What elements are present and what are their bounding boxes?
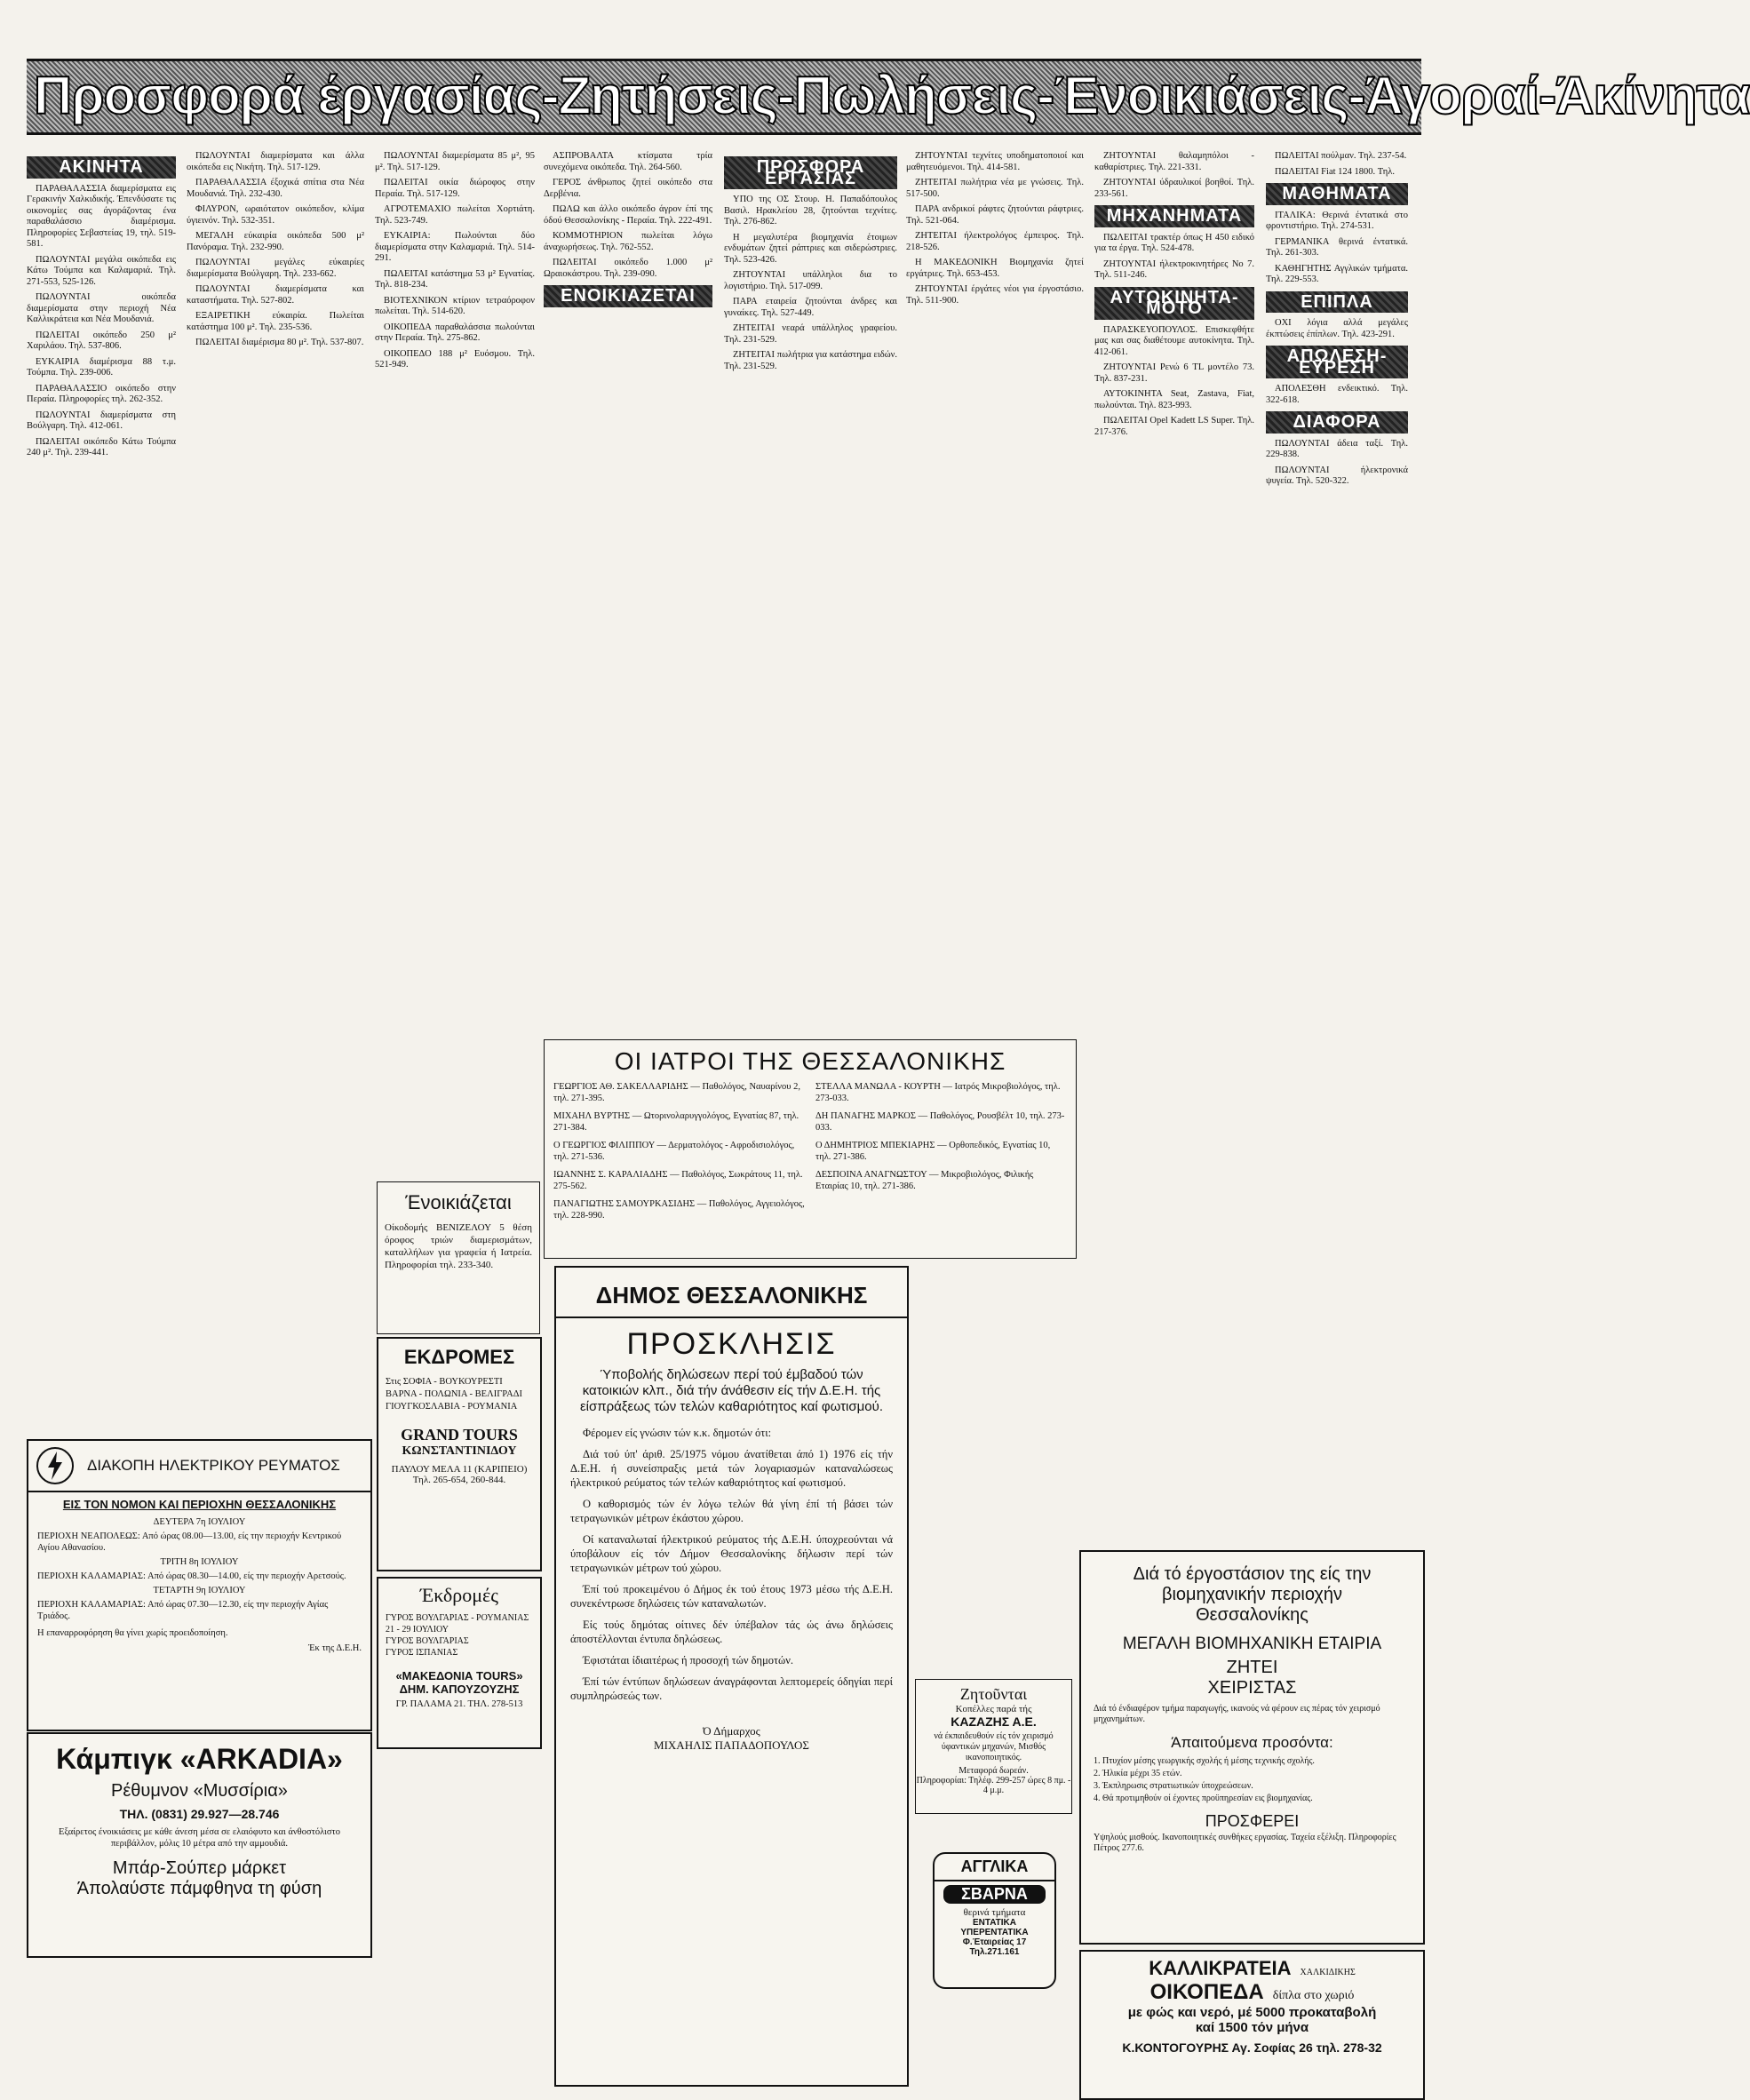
listing: ΠΩΛΕΙΤΑΙ Fiat 124 1800. Τηλ. [1275, 166, 1396, 177]
listing: ΠΩΛΟΥΝΤΑΙ διαμερίσματα και άλλα οικόπεδα εις Νικήτη. Τηλ. 517-129. [187, 151, 364, 172]
factory-line: βιομηχανικήν περιοχήν [1161, 1585, 1343, 1604]
excursion2-line: ΓΥΡΟΣ ΙΣΠΑΝΙΑΣ [386, 1648, 458, 1658]
doctor-entry: ΔΕΣΠΟΙΝΑ ΑΝΑΓΝΩΣΤΟΥ — Μικροβιολόγος, Φιλικής Εταιρίας 10, τηλ. 271-386. [815, 1170, 1034, 1191]
schedule-day: ΔΕΥΤΕΡΑ 7η ΙΟΥΛΙΟΥ [153, 1517, 246, 1527]
column-8-text-e [1266, 439, 1408, 488]
listing: ΑΠΟΛΕΣΘΗ ενδεικτικό. Τηλ. 322-618. [1266, 384, 1408, 405]
doctors-right [815, 1081, 1067, 1228]
excursion-line: Στις ΣΟΦΙΑ - ΒΟΥΚΟΥΡΕΣΤΙ [386, 1377, 503, 1387]
listing: ΖΗΤΕΙΤΑΙ πωλήτρια νέα με γνώσεις. Τηλ. 517-500. [906, 178, 1084, 199]
listing: Η μεγαλυτέρα βιομηχανία έτοιμων ενδυμάτων ζητεί ράπτριες και σιδερώστριες. Τηλ. 523-426. [724, 232, 897, 265]
excursions2-company-sub: ΔΗΜ. ΚΑΠΟΥΖΟΥΖΗΣ [399, 1682, 520, 1696]
kazazis-text: νά έκπαιδευθούν είς τόν χειρισμό ύφαντικών μηχανών, Μισθός ικανοποιητικός. [934, 1731, 1054, 1762]
excursion2-line: ΓΥΡΟΣ ΒΟΥΛΓΑΡΙΑΣ - ΡΟΥΜΑΝΙΑΣ 21 - 29 ΙΟΥΛΙΟΥ [386, 1613, 529, 1635]
excursions-tel: Τηλ. 265-654, 260-844. [412, 1475, 506, 1485]
section-header-apolesi: ΑΠΩΛΕΣΗ-ΕΥΡΕΣΗ [1266, 346, 1408, 378]
listing: ΠΑΡΑ εταιρεία ζητούνται άνδρες και γυναίκες. Τηλ. 527-449. [724, 297, 897, 318]
kazazis-info: Μεταφορά δωρεάν. [959, 1766, 1029, 1776]
column-7-text [1094, 151, 1254, 200]
excursions2-ad [377, 1577, 542, 1749]
section-header-aytokinita: ΑΥΤΟΚΙΝΗΤΑ-ΜΟΤΟ [1094, 287, 1254, 320]
section-header-epipla: ΕΠΙΠΛΑ [1266, 291, 1408, 314]
listing: ΕΥΚΑΙΡΙΑ: Πωλούνται δύο διαμερίσματα στην Καλαμαριά. Τηλ. 514-291. [375, 231, 535, 263]
municipality-paragraph: Έπί τού προκειμένου ό Δήμος έκ τού έτους 1973 μέσω τής Δ.Ε.Η. συνεκέντρωσε δηλώσεις τών καταναλωτών. [570, 1583, 893, 1610]
power-outage-notice [27, 1439, 372, 1731]
listing: ΠΩΛΕΙΤΑΙ κατάστημα 53 μ² Εγνατίας. Τηλ. 818-234. [375, 268, 535, 290]
kallikrateia-ad [1079, 1950, 1425, 2100]
english-school-name: ΣΒΑΡΝΑ [943, 1885, 1046, 1904]
doctor-entry: Ο ΓΕΩΡΓΙΟΣ ΦΙΛΙΠΠΟΥ — Δερματολόγος - Αφροδισιολόγος, τηλ. 271-536. [553, 1141, 795, 1162]
factory-requirement: 4. Θά προτιμηθούν οί έχοντες προϋπηρεσίαν εις βιομηχανίας. [1094, 1794, 1313, 1803]
column-3 [375, 151, 535, 1173]
lightning-icon [36, 1446, 75, 1485]
column-6-text [906, 151, 1084, 306]
listing: ΠΩΛΟΥΝΤΑΙ άδεια ταξί. Τηλ. 229-838. [1266, 438, 1408, 459]
section-header-mathimata: ΜΑΘΗΜΑΤΑ [1266, 183, 1408, 205]
doctors-left [553, 1081, 805, 1228]
listing: ΠΩΛΕΙΤΑΙ διαμέρισμα 80 μ². Τηλ. 537-807. [195, 338, 364, 347]
factory-requirements [1081, 1755, 1423, 1805]
listing: ΠΑΡΑΘΑΛΑΣΣΙΟ οικόπεδο στην Περαία. Πληροφορίες τηλ. 262-352. [27, 383, 176, 404]
listing: ΖΗΤΕΙΤΑΙ ήλεκτρολόγος έμπειρος. Τηλ. 218-526. [906, 231, 1084, 252]
factory-requirement: 3. Έκπληρωσις στρατιωτικών ύποχρεώσεων. [1094, 1781, 1253, 1791]
english-school-ad [933, 1852, 1056, 1989]
camping-subtitle: Ρέθυμνον «Μυσσίρια» [111, 1781, 288, 1801]
listing: ΚΟΜΜΟΤΗΡΙΟΝ πωλείται λόγω άναχωρήσεως. Τηλ. 762-552. [544, 231, 712, 252]
listing: ΠΩΛΟΥΝΤΑΙ οικόπεδα διαμερίσματα στην περιοχή Νέα Καλλικράτεια και Νέα Μουδανιά. [27, 292, 176, 324]
excursion-line: ΓΙΟΥΓΚΟΣΛΑΒΙΑ - ΡΟΥΜΑΝΙΑ [386, 1402, 518, 1412]
municipality-body [556, 1420, 907, 1715]
listing: ΖΗΤΟΥΝΤΑΙ Ρενώ 6 TL μοντέλο 73. Τηλ. 837-231. [1094, 362, 1254, 384]
english-school-line: θερινά τμήματα [963, 1907, 1026, 1918]
listing: ΠΩΛΟΥΝΤΑΙ μεγάλες εύκαιρίες διαμερίσματα Βούλγαρη. Τηλ. 233-662. [187, 258, 364, 279]
factory-requirement: 2. Ήλικία μέχρι 35 ετών. [1094, 1769, 1182, 1778]
schedule-item: ΠΕΡΙΟΧΗ ΚΑΛΑΜΑΡΙΑΣ: Από ώρας 08.30—14.00, είς την περιοχήν Αρετσούς. [37, 1571, 346, 1581]
english-school-line: ΕΝΤΑΤΙΚΑ [973, 1918, 1016, 1928]
kallikrateia-terms: με φώς και νερό, μέ 5000 προκαταβολή [1127, 2005, 1377, 2020]
section-header-enoikiazetai: ΕΝΟΙΚΙΑΖΕΤΑΙ [544, 285, 712, 307]
municipality-sign-name: ΜΙΧΑΗΛΙΣ ΠΑΠΑΔΟΠΟΥΛΟΣ [654, 1738, 809, 1752]
listing: ΖΗΤΟΥΝΤΑΙ ήλεκτροκινητήρες Νο 7. Τηλ. 511-246. [1094, 259, 1254, 280]
listing: ΥΠΟ της ΟΣ Στουρ. Η. Παπαδόπουλος Βασιλ. Ηρακλείου 28, ζητούνται τεχνίτες. Τηλ. 276-862. [724, 195, 897, 227]
listing: ΒΙΟΤΕΧΝΙΚΟΝ κτίριον τετραόροφον πωλείται. Τηλ. 514-620. [375, 295, 535, 316]
listing: ΓΕΡΟΣ άνθρωπος ζητεί οικόπεδο στα Δερβένια. [544, 178, 712, 199]
column-4-text [544, 151, 712, 280]
listing: ΠΑΡΑΣΚΕΥΟΠΟΥΛΟΣ. Επισκεφθήτε μας και σας διαθέτουμε αυτοκίνητα. Τηλ. 412-061. [1094, 324, 1254, 357]
listing: ΠΩΛΟΥΝΤΑΙ διαμερίσματα στη Βούλγαρη. Τηλ. 412-061. [27, 410, 176, 431]
listing: ΠΩΛΕΙΤΑΙ οικία διώροφος στην Περαία. Τηλ. 517-129. [375, 178, 535, 199]
factory-role: ΧΕΙΡΙΣΤΑΣ [1207, 1678, 1297, 1698]
listing: ΟΧΙ λόγια αλλά μεγάλες έκπτώσεις έπίπλων. Τηλ. 423-291. [1266, 318, 1408, 339]
listing: ΑΓΡΟΤΕΜΑΧΙΟ πωλείται Χορτιάτη. Τηλ. 523-749. [375, 204, 535, 226]
column-7-text-b [1094, 233, 1254, 282]
kallikrateia-title: ΚΑΛΛΙΚΡΑΤΕΙΑ [1149, 1957, 1292, 1979]
camping-footer-1: Μπάρ-Σούπερ μάρκετ [112, 1858, 287, 1878]
camping-ad [27, 1732, 372, 1958]
factory-job-ad [1079, 1550, 1425, 1945]
column-1 [27, 151, 176, 1421]
schedule-day: ΤΕΤΑΡΤΗ 9η ΙΟΥΛΙΟΥ [153, 1586, 246, 1595]
camping-tel: ΤΗΛ. (0831) 29.927—28.746 [119, 1807, 280, 1821]
kazazis-body: Κοπέλλες παρά τής [955, 1704, 1032, 1714]
column-2-text [187, 151, 364, 349]
listing: ΠΩΛΩ και άλλο οικόπεδο άγρον έπί της όδού Θεσσαλονίκης - Περαία. Τηλ. 222-491. [544, 204, 712, 226]
listing: ΠΩΛΟΥΝΤΑΙ διαμερίσματα και καταστήματα. Τηλ. 527-802. [187, 284, 364, 306]
column-8-text [1266, 151, 1408, 178]
excursions-address: ΠΑΥΛΟΥ ΜΕΛΑ 11 (ΚΑΡΙΠΕΙΟ) [391, 1464, 528, 1475]
excursions2-address: ΓΡ. ΠΑΛΑΜΑ 21. ΤΗΛ. 278-513 [395, 1699, 523, 1709]
listing: ΠΑΡΑ ανδρικοί ράφτες ζητούνται ράφτριες. Τηλ. 521-064. [906, 204, 1084, 226]
classifieds-banner [27, 59, 1750, 135]
power-outage-schedule [28, 1516, 370, 1654]
doctor-entry: Ο ΔΗΜΗΤΡΙΟΣ ΜΠΕΚΙΑΡΗΣ — Ορθοπεδικός, Εγνατίας 10, τηλ. 271-386. [815, 1141, 1051, 1162]
factory-offers-title: ΠΡΟΣΦΕΡΕΙ [1205, 1812, 1300, 1830]
listing: ΦΙΛΥΡΟΝ, ωραιότατον οικόπεδον, κλίμα ύγιεινόν. Τηλ. 532-351. [187, 204, 364, 226]
kazazis-title: Ζητοῦνται [959, 1685, 1028, 1703]
factory-requirement: 1. Πτυχίον μέσης γεωργικής σχολής ή μέσης τεχνικής σχολής. [1094, 1756, 1315, 1766]
municipality-title: ΔΗΜΟΣ ΘΕΣΣΑΛΟΝΙΚΗΣ [556, 1282, 907, 1318]
section-header-mixanimata: ΜΗΧΑΝΗΜΑΤΑ [1094, 205, 1254, 227]
listing: ΖΗΤΟΥΝΤΑΙ ύδραυλικοί βοηθοί. Τηλ. 233-561. [1094, 178, 1254, 199]
municipality-paragraph: Διά τού ύπ' άριθ. 25/1975 νόμου άνατίθεται άπό 1) 1976 είς τήν Δ.Ε.Η. ή συνείσπραξις μετά τών λογαριασμών καταναλώσεως ήλεκτρικού ρεύματος τών τελών καθαριότητος καί φωτισμού. [570, 1448, 893, 1489]
listing: ΠΑΡΑΘΑΛΑΣΣΙΑ έξοχικά σπίτια στα Νέα Μουδανιά. Τηλ. 232-430. [187, 178, 364, 199]
listing: ΜΕΓΑΛΗ εύκαιρία οικόπεδα 500 μ² Πανόραμα. Τηλ. 232-990. [187, 231, 364, 252]
excursion2-line: ΓΥΡΟΣ ΒΟΥΛΓΑΡΙΑΣ [386, 1636, 469, 1646]
power-outage-signature: Έκ της Δ.Ε.Η. [308, 1643, 362, 1653]
excursions-company: GRAND TOURS [401, 1426, 518, 1444]
rental-ad [377, 1181, 540, 1334]
camping-footer-2: Άπολαύστε πάμφθηνα τη φύση [76, 1879, 322, 1898]
listing: ΖΗΤΟΥΝΤΑΙ υπάλληλοι δια το λογιστήριο. Τηλ. 517-099. [724, 270, 897, 291]
excursions2-company: «ΜΑΚΕΔΟΝΙΑ TOURS» [395, 1669, 523, 1682]
listing: ΠΩΛΕΙΤΑΙ τρακτέρ όπως Η 450 ειδικό για τα έργα. Τηλ. 524-478. [1094, 232, 1254, 253]
municipality-subtitle: ΠΡΟΣΚΛΗΣΙΣ [626, 1327, 837, 1361]
municipality-paragraph: Φέρομεν είς γνώσιν τών κ.κ. δημοτών ότι: [583, 1427, 772, 1439]
doctor-entry: ΓΕΩΡΓΙΟΣ ΑΘ. ΣΑΚΕΛΛΑΡΙΔΗΣ — Παθολόγος, Ναυαρίνου 2, τηλ. 271-395. [553, 1082, 800, 1103]
factory-company: ΜΕΓΑΛΗ ΒΙΟΜΗΧΑΝΙΚΗ ΕΤΑΙΡΙΑ [1122, 1635, 1382, 1653]
english-school-title: ΑΓΓΛΙΚΑ [935, 1854, 1054, 1881]
excursions2-title: Έκδρομές [420, 1584, 498, 1606]
column-1-text [27, 184, 176, 459]
listing: ΖΗΤΟΥΝΤΑΙ τεχνίτες υποδηματοποιοί και μαθητευόμενοι. Τηλ. 414-581. [906, 151, 1084, 172]
listing: ΕΥΚΑΙΡΙΑ διαμέρισμα 88 τ.μ. Τούμπα. Τηλ. 239-006. [27, 356, 176, 378]
doctor-entry: ΙΩΑΝΝΗΣ Σ. ΚΑΡΑΛΙΑΔΗΣ — Παθολόγος, Σωκράτους 11, τηλ. 275-562. [553, 1170, 803, 1191]
camping-body: Εξαίρετος ένοικιάσεις με κάθε άνεση μέσα σε ελαιόφυτο και άνθοστόλιστο περιβάλλον, μόλις 10 μέτρα από την αμμουδιά. [59, 1827, 340, 1849]
excursions-title: ΕΚΔΡΟΜΕΣ [403, 1346, 515, 1368]
listing: ΕΞΑΙΡΕΤΙΚΗ εύκαιρία. Πωλείται κατάστημα 100 μ². Τηλ. 235-536. [187, 311, 364, 332]
banner-title: Προσφορά έργασίας-Ζητήσεις-Πωλήσεις-Ένοικιάσεις-Άγοραί-Άκίνητα [34, 66, 1750, 125]
schedule-item: ΠΕΡΙΟΧΗ ΚΑΛΑΜΑΡΙΑΣ: Από ώρας 07.30—12.30, είς την περιοχήν Αγίας Τριάδος. [37, 1600, 329, 1621]
factory-offers: Υψηλούς μισθούς. Ικανοποιητικές συνθήκες εργασίας. Ταχεία εξέλιξη. Πληροφορίες Πέτρος 277.6. [1094, 1833, 1396, 1853]
listing: ΖΗΤΕΙΤΑΙ πωλήτρια για κατάστημα ειδών. Τηλ. 231-529. [724, 350, 897, 371]
english-school-line: ΥΠΕΡΕΝΤΑΤΙΚΑ [960, 1928, 1029, 1937]
excursions-lines [378, 1376, 540, 1413]
kazazis-name: ΚΑΖΑΖΗΣ Α.Ε. [951, 1714, 1037, 1729]
listing: ΑΣΠΡΟΒΑΛΤΑ κτίσματα τρία συνεχόμενα οικόπεδα. Τηλ. 264-560. [544, 151, 712, 172]
rental-ad-title: Ένοικιάζεται [405, 1191, 512, 1213]
listing: ΟΙΚΟΠΕΔΑ παραθαλάσσια πωλούνται στην Περαία. Τηλ. 275-862. [375, 322, 535, 343]
doctors-title: ΟΙ ΙΑΤΡΟΙ ΤΗΣ ΘΕΣΣΑΛΟΝΙΚΗΣ [614, 1047, 1006, 1075]
kallikrateia-monthly: καί 1500 τόν μήνα [1195, 2020, 1309, 2035]
power-outage-subtitle: ΕΙΣ ΤΟΝ ΝΟΜΟΝ ΚΑΙ ΠΕΡΙΟΧΗΝ ΘΕΣΣΑΛΟΝΙΚΗΣ [62, 1498, 337, 1511]
listing: ΠΩΛΕΙΤΑΙ οικόπεδο 1.000 μ² Ωραιοκάστρου. Τηλ. 239-090. [544, 258, 712, 279]
listing: ΙΤΑΛΙΚΑ: Θερινά έντατικά στο φροντιστήριο. Τηλ. 274-531. [1266, 210, 1408, 231]
english-school-tel: Τηλ.271.161 [969, 1947, 1020, 1957]
listing: ΠΩΛΕΙΤΑΙ οικόπεδο 250 μ² Χαριλάου. Τηλ. 537-806. [27, 330, 176, 351]
english-school-address: Φ.Έταιρείας 17 [962, 1937, 1027, 1947]
kallikrateia-region: ΧΑΛΚΙΔΙΚΗΣ [1300, 1968, 1356, 1977]
municipality-paragraph: Οί καταναλωταί ήλεκτρικού ρεύματος τής Δ.Ε.Η. ύποχρεούνται νά ύποβάλουν είς τόν Δήμον Θεσσαλονίκης δήλωσιν περί τών τετραγωνικών μέτρων τού χώρου. [570, 1533, 893, 1574]
column-5 [724, 151, 897, 968]
listing: ΑΥΤΟΚΙΝΗΤΑ Seat, Zastava, Fiat, πωλούνται. Τηλ. 823-993. [1094, 389, 1254, 410]
column-3-text [375, 151, 535, 371]
listing: ΓΕΡΜΑΝΙΚΑ θερινά έντατικά. Τηλ. 261-303. [1266, 236, 1408, 258]
excursions-company-sub: ΚΩΝΣΤΑΝΤΙΝΙΔΟΥ [402, 1444, 517, 1458]
listing: ΠΩΛΟΥΝΤΑΙ ήλεκτρονικά ψυγεία. Τηλ. 520-322. [1266, 465, 1408, 486]
doctor-entry: ΜΙΧΑΗΛ ΒΥΡΤΗΣ — Ωτορινολαρυγγολόγος, Εγνατίας 87, τηλ. 271-384. [553, 1111, 799, 1133]
factory-zitei: ΖΗΤΕΙ [1226, 1658, 1278, 1677]
listing: ΖΗΤΟΥΝΤΑΙ θαλαμηπόλοι - καθαρίστριες. Τηλ. 221-331. [1094, 151, 1254, 172]
municipality-sign-role: Ό Δήμαρχος [703, 1724, 760, 1738]
column-8 [1266, 151, 1408, 1466]
rental-ad-body: Οίκοδομής ΒΕΝΙΖΕΛΟΥ 5 θέση όροφος τριών διαμερισμάτων, καταλλήλων για γραφεία ή Ιατρεία. Πληροφορίαι τηλ. 233-340. [385, 1222, 532, 1270]
schedule-note: Η επαναρροφόρηση θα γίνει χωρίς προειδοποίηση. [37, 1628, 228, 1638]
listing: Η ΜΑΚΕΔΟΝΙΚΗ Βιομηχανία ζητεί εργάτριες. Τηλ. 653-453. [906, 258, 1084, 279]
municipality-paragraph: Είς τούς δημότας οίτινες δέν ύπέβαλον τάς ώς άνω δηλώσεις άποστέλλονται έντυπα δηλώσεως. [570, 1619, 893, 1645]
column-5-text [724, 195, 897, 372]
listing: ΠΩΛΕΙΤΑΙ Opel Kadett LS Super. Τηλ. 217-376. [1094, 416, 1254, 437]
column-8-text-c [1266, 318, 1408, 340]
municipality-paragraph: Έπί τών έντύπων δηλώσεων άναγράφονται λεπτομερείς όδηγίαι περί συμπληρώσεώς των. [570, 1675, 893, 1702]
listing: ΠΩΛΟΥΝΤΑΙ διαμερίσματα 85 μ², 95 μ². Τηλ. 517-129. [375, 151, 535, 172]
column-7-text-c [1094, 325, 1254, 439]
column-8-text-b [1266, 211, 1408, 286]
kazazis-tel: Πληροφορίαι: Τηλέφ. 299-257 ώρες 8 πμ. - 4 μ.μ. [916, 1776, 1071, 1795]
excursion-line: ΒΑΡΝΑ - ΠΟΛΩΝΙΑ - ΒΕΛΙΓΡΑΔΙ [386, 1389, 522, 1399]
doctor-entry: ΔΗ ΠΑΝΑΓΗΣ ΜΑΡΚΟΣ — Παθολόγος, Ρουσβέλτ 10, τηλ. 273-033. [815, 1111, 1065, 1133]
listing: ΠΩΛΕΙΤΑΙ οικόπεδο Κάτω Τούμπα 240 μ². Τηλ. 239-441. [27, 436, 176, 457]
listing: ΚΑΘΗΓΗΤΗΣ Αγγλικών τμήματα. Τηλ. 229-553. [1266, 263, 1408, 284]
factory-line: Διά τό έργοστάσιον της είς την [1133, 1564, 1372, 1584]
section-header-diafora: ΔΙΑΦΟΡΑ [1266, 411, 1408, 434]
factory-line: Θεσσαλονίκης [1196, 1605, 1309, 1625]
factory-requirements-title: Άπαιτούμενα προσόντα: [1171, 1734, 1333, 1751]
doctor-entry: ΠΑΝΑΓΙΩΤΗΣ ΣΑΜΟΥΡΚΑΣΙΔΗΣ — Παθολόγος, Αγγειολόγος, τηλ. 228-990. [553, 1199, 805, 1221]
kallikrateia-contact: Κ.ΚΟΝΤΟΓΟΥΡΗΣ Αγ. Σοφίας 26 τηλ. 278-32 [1122, 2040, 1382, 2055]
schedule-day: ΤΡΙΤΗ 8η ΙΟΥΛΙΟΥ [160, 1557, 239, 1567]
municipality-lead: Ύποβολής δηλώσεων περί τού έμβαδού τών κατοικιών κλπ., διά τήν άνάθεσιν είς τήν Δ.Ε.Η. τής είσπράξεως τών τελών καθαριότητος καί φωτισμού. [579, 1367, 883, 1414]
column-6 [906, 151, 1084, 1608]
kallikrateia-location: δίπλα στο χωριό [1272, 1989, 1355, 2002]
listing: ΟΙΚΟΠΕΔΟ 188 μ² Ευόσμου. Τηλ. 521-949. [375, 348, 535, 370]
listing: ΠΩΛΕΙΤΑΙ πούλμαν. Τηλ. 237-54. [1275, 151, 1407, 161]
column-2 [187, 151, 364, 1421]
column-8-text-d [1266, 384, 1408, 406]
doctor-entry: ΣΤΕΛΛΑ ΜΑΝΩΛΑ - ΚΟΥΡΤΗ — Ιατρός Μικροβιολόγος, τηλ. 273-033. [815, 1082, 1061, 1103]
listing: ΖΗΤΟΥΝΤΑΙ έργάτες νέοι για έργοστάσιο. Τηλ. 511-900. [906, 284, 1084, 306]
schedule-item: ΠΕΡΙΟΧΗ ΝΕΑΠΟΛΕΩΣ: Από ώρας 08.00—13.00, είς την περιοχήν Κεντρικού Αγίου Αθανασίου. [37, 1531, 342, 1553]
listing: ΠΑΡΑΘΑΛΑΣΣΙΑ διαμερίσματα εις Γερακινήν Χαλκιδικής. Έπενδύσατε τις οικονομίες σας άγοράζοντας ένα παραθαλάσσιο διαμέρισμα. Πληροφορίες Σεβαστείας 19, τηλ. 519-581. [27, 183, 176, 249]
section-header-prosfora: ΠΡΟΣΦΟΡΑ ΕΡΓΑΣΙΑΣ [724, 156, 897, 189]
column-7 [1094, 151, 1254, 1466]
listing: ΖΗΤΕΙΤΑΙ νεαρά υπάλληλος γραφείου. Τηλ. 231-529. [724, 323, 897, 345]
power-outage-title: ΔΙΑΚΟΠΗ ΗΛΕΚΤΡΙΚΟΥ ΡΕΥΜΑΤΟΣ [87, 1457, 340, 1474]
factory-intro: Διά τό ένδιαφέρον τμήμα παραγωγής, ικανούς νά φέρουν εις πέρας τόν χειρισμό μηχανημάτων. [1094, 1704, 1380, 1724]
doctors-directory [544, 1039, 1077, 1259]
excursions-ad [377, 1337, 542, 1571]
municipality-notice [554, 1266, 909, 2087]
section-header-akinita: ΑΚΙΝΗΤΑ [27, 156, 176, 179]
municipality-paragraph: Ο καθορισμός τών έν λόγω τελών θά γίνη έπί τή βάσει τών τετραγωνικών μέτρων έκάστου χώρου. [570, 1498, 893, 1524]
column-4 [544, 151, 712, 968]
camping-title: Κάμπιγκ «ARKADIA» [56, 1743, 343, 1775]
kazazis-ad [915, 1679, 1072, 1814]
kallikrateia-plots: ΟΙΚΟΠΕΔΑ [1149, 1980, 1264, 2004]
municipality-paragraph: Έφιστάται ίδιαιτέρως ή προσοχή τών δημοτών. [583, 1654, 794, 1666]
listing: ΠΩΛΟΥΝΤΑΙ μεγάλα οικόπεδα εις Κάτω Τούμπα και Καλαμαριά. Τηλ. 271-553, 525-126. [27, 254, 176, 287]
excursions2-lines [378, 1612, 540, 1659]
